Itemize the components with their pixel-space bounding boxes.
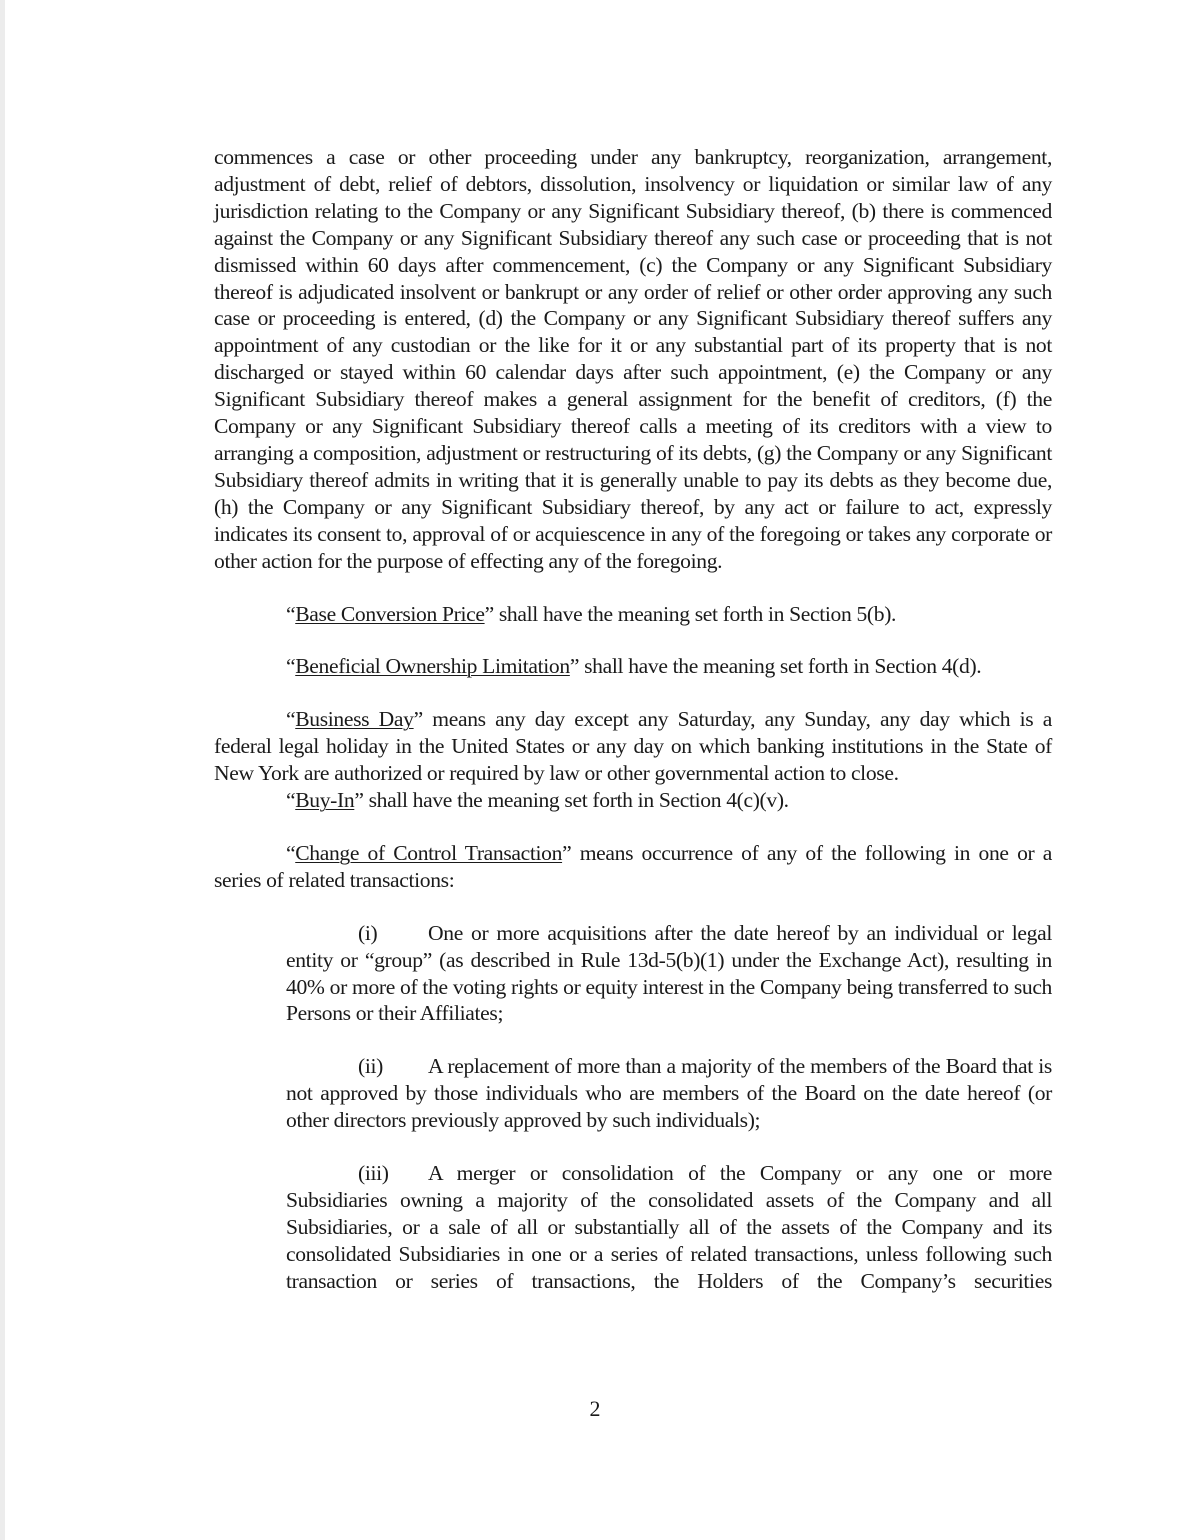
defined-term: Change of Control Transaction bbox=[295, 840, 563, 865]
clause-text: A merger or consolidation of the Company or any one or more Subsidiaries owning a majority of the consolidated assets of the Company and all Subsidiaries, or a sale of all or substantially all of the assets of the Company and its consolidated Subsidiaries in one or a series of related transactions, unless following such transaction or series of transactions, the Holders of the Company’s securities bbox=[286, 1161, 1052, 1293]
defined-term: Business Day bbox=[295, 707, 414, 732]
clause-ii bbox=[286, 1053, 1052, 1134]
definition-text: means occurrence of any of the following in one or a series of related transactions: bbox=[214, 840, 1052, 892]
definition-buy-in: “Buy-In” shall have the meaning set forth in Section 4(c)(v). bbox=[286, 788, 789, 813]
clause-number: (i) bbox=[358, 920, 378, 945]
clause-text: One or more acquisitions after the date hereof by an individual or legal entity or “group” (as described in Rule 13d-5(b)(1) under the Exchange Act), resulting in 40% or more of the voting rights or equity interest in the Company being transferred to such Persons or their Affiliates; bbox=[286, 920, 1052, 1026]
defined-term: Buy-In bbox=[295, 788, 355, 813]
definition-text: shall have the meaning set forth in Section 4(c)(v). bbox=[363, 788, 789, 813]
clause-number: (iii) bbox=[358, 1161, 389, 1186]
clause-iii bbox=[286, 1160, 1052, 1295]
definition-business-day: “Business Day” means any day except any Saturday, any Sunday, any day which is a federal legal holiday in the United States or any day on which banking institutions in the State of New York are authorized or required by law or other governmental action to close. bbox=[214, 707, 1053, 786]
definition-text: shall have the meaning set forth in Section 5(b). bbox=[493, 601, 897, 626]
definition-text: means any day except any Saturday, any Sunday, any day which is a federal legal holiday in the United States or any day on which banking institutions in the State of New York are authorized or required by law or other governmental action to close. bbox=[214, 707, 1053, 786]
defined-term: Beneficial Ownership Limitation bbox=[295, 654, 570, 679]
clause-text: A replacement of more than a majority of the members of the Board that is not approved by those individuals who are members of the Board on the date hereof (or other directors previously approved by such individuals); bbox=[286, 1054, 1052, 1133]
scan-edge-shadow bbox=[0, 0, 5, 1540]
definition-change-of-control-transaction: “Change of Control Transaction” means occurrence of any of the following in one or a series of related transactions: bbox=[214, 840, 1052, 892]
clause-i bbox=[286, 920, 1052, 1028]
intro-paragraph: commences a case or other proceeding under any bankruptcy, reorganization, arrangement, adjustment of debt, relief of debtors, dissolution, insolvency or liquidation or similar law of any jurisdiction relating to the Company or any Significant Subsidiary thereof, (b) there is commenced against the Company or any Significant Subsidiary thereof any such case or proceeding that is not dismissed within 60 days after commencement, (c) the Company or any Significant Subsidiary thereof is adjudicated insolvent or bankrupt or any order of relief or other order approving any such case or proceeding is entered, (d) the Company or any Significant Subsidiary thereof suffers any appointment of any custodian or the like for it or any substantial part of its property that is not discharged or stayed within 60 calendar days after such appointment, (e) the Company or any Significant Subsidiary thereof makes a general assignment for the benefit of creditors, (f) the Company or any Significant Subsidiary thereof calls a meeting of its creditors with a view to arranging a composition, adjustment or restructuring of its debts, (g) the Company or any Significant Subsidiary thereof admits in writing that it is generally unable to pay its debts as they become due, (h) the Company or any Significant Subsidiary thereof, by any act or failure to act, expressly indicates its consent to, approval of or acquiescence in any of the foregoing or takes any corporate or other action for the purpose of effecting any of the foregoing. bbox=[214, 145, 1052, 573]
document-page-body bbox=[214, 144, 1052, 1295]
definition-base-conversion-price: “Base Conversion Price” shall have the meaning set forth in Section 5(b). bbox=[286, 601, 897, 626]
definition-beneficial-ownership-limitation: “Beneficial Ownership Limitation” shall have the meaning set forth in Section 4(d). bbox=[286, 654, 982, 679]
clause-number: (ii) bbox=[358, 1054, 383, 1079]
page-number: 2 bbox=[589, 1396, 601, 1421]
defined-term: Base Conversion Price bbox=[295, 601, 485, 626]
definition-text: shall have the meaning set forth in Section 4(d). bbox=[579, 654, 982, 679]
